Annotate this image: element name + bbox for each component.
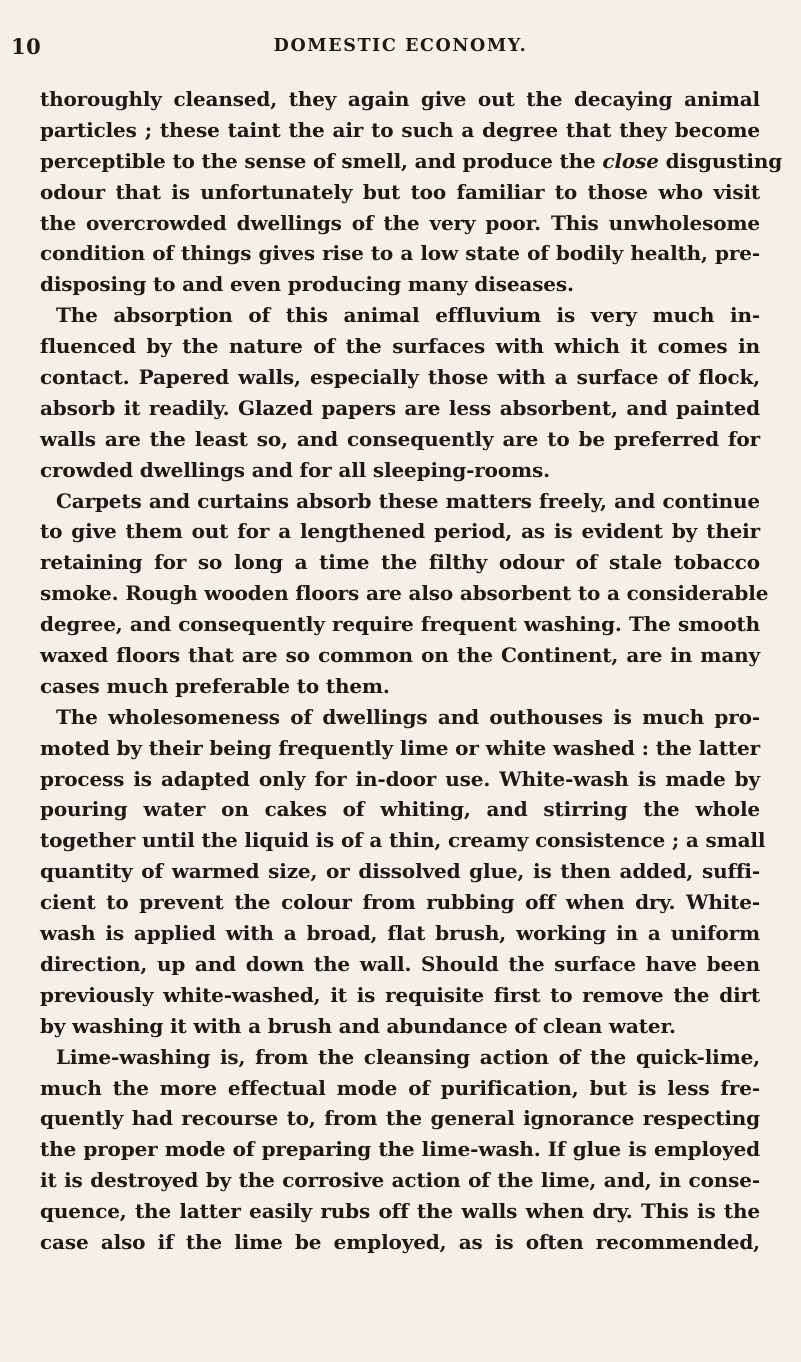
text-line: wash is applied with a broad, flat brush, working in a uniform <box>40 921 760 946</box>
running-title: DOMESTIC ECONOMY. <box>273 36 528 56</box>
text-line: case also if the lime be employed, as is often recommended, <box>40 1229 760 1254</box>
page-number: 10 <box>11 34 42 59</box>
paragraph-first-line: The wholesomeness of dwellings and outhouses is much pro- <box>56 704 760 729</box>
text-line: pouring water on cakes of whiting, and stirring the whole <box>40 797 760 822</box>
text-line: to give them out for a lengthened period, as is evident by their <box>40 519 760 544</box>
text-line: the proper mode of preparing the lime-wash. If glue is employed <box>40 1137 760 1162</box>
text-line: it is destroyed by the corrosive action of the lime, and, in conse- <box>40 1168 760 1193</box>
text-line: disposing to and even producing many diseases. <box>40 272 574 297</box>
text-line: perceptible to the sense of smell, and produce the close disgusting <box>40 148 783 173</box>
text-line: much the more effectual mode of purification, but is less fre- <box>40 1075 760 1100</box>
text-line: odour that is unfortunately but too familiar to those who visit <box>40 179 760 204</box>
text-line: the overcrowded dwellings of the very poor. This unwholesome <box>40 210 760 235</box>
text-line: cient to prevent the colour from rubbing off when dry. White- <box>40 890 760 915</box>
text-line: fluenced by the nature of the surfaces with which it comes in <box>40 334 760 359</box>
text-line: smoke. Rough wooden floors are also absorbent to a considerable <box>40 581 769 606</box>
text-line: moted by their being frequently lime or white washed : the latter <box>40 735 760 760</box>
paragraph-first-line: Lime-washing is, from the cleansing action of the quick-lime, <box>56 1044 760 1069</box>
text-line: absorb it readily. Glazed papers are less absorbent, and painted <box>40 395 760 420</box>
text-line: crowded dwellings and for all sleeping-rooms. <box>40 457 550 482</box>
text-line: cases much preferable to them. <box>40 673 390 698</box>
text-line: degree, and consequently require frequent washing. The smooth <box>40 612 760 637</box>
text-line: contact. Papered walls, especially those with a surface of flock, <box>40 365 760 390</box>
text-line: waxed floors that are so common on the Continent, are in many <box>40 643 760 668</box>
paragraph-first-line: The absorption of this animal effluvium is very much in- <box>56 303 760 328</box>
text-line: condition of things gives rise to a low state of bodily health, pre- <box>40 241 760 266</box>
text-line: direction, up and down the wall. Should the surface have been <box>40 951 760 976</box>
text-line: particles ; these taint the air to such a degree that they become <box>40 117 760 142</box>
paragraph-first-line: Carpets and curtains absorb these matters freely, and continue <box>56 488 760 513</box>
text-line: quently had recourse to, from the general ignorance respecting <box>40 1106 760 1131</box>
text-line: retaining for so long a time the filthy odour of stale tobacco <box>40 550 760 575</box>
text-line: process is adapted only for in-door use. White-wash is made by <box>40 766 760 791</box>
text-line: thoroughly cleansed, they again give out the decaying animal <box>40 87 760 111</box>
text-line: by washing it with a brush and abundance of clean water. <box>40 1013 676 1038</box>
text-line: quantity of warmed size, or dissolved glue, is then added, suffi- <box>40 859 760 884</box>
text-line: quence, the latter easily rubs off the walls when dry. This is the <box>40 1199 760 1224</box>
text-line: walls are the least so, and consequently are to be preferred for <box>40 426 760 451</box>
page-text <box>40 84 783 1258</box>
text-line: together until the liquid is of a thin, creamy consistence ; a small <box>40 828 766 853</box>
text-line: previously white-washed, it is requisite first to remove the dirt <box>40 982 760 1007</box>
